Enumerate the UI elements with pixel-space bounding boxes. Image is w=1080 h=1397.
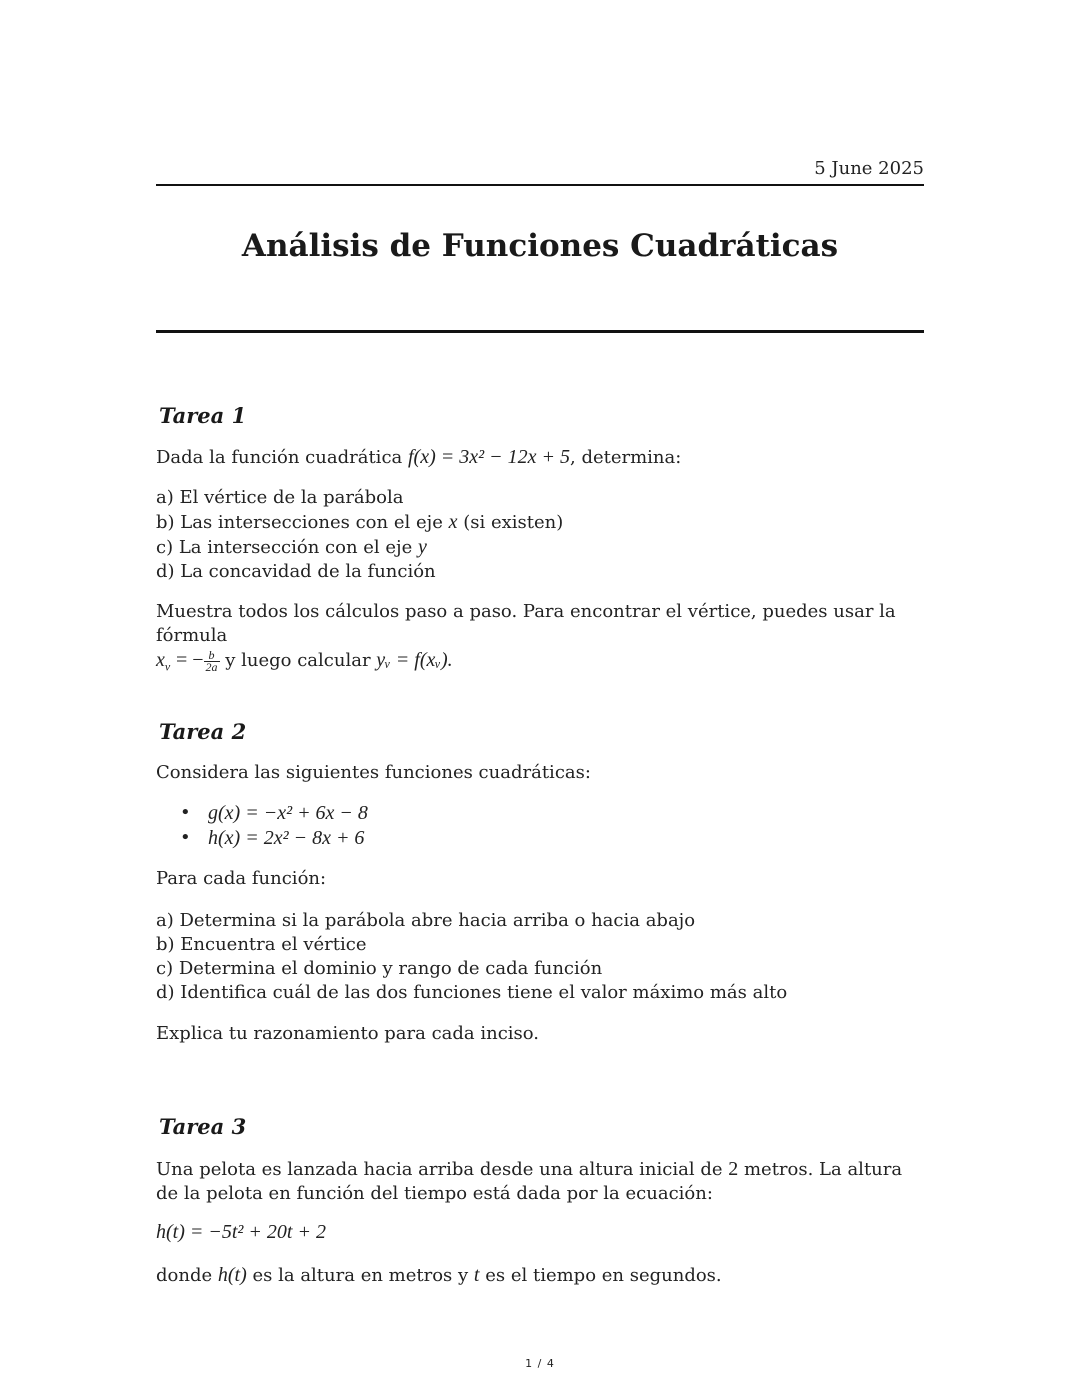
initial-height-value: 2 <box>728 1158 739 1180</box>
vertex-y-formula: yᵥ = f(xᵥ). <box>376 649 453 671</box>
tarea3-paragraph <box>156 1157 924 1206</box>
tarea2-list <box>156 909 924 1005</box>
tarea2-explain: Explica tu razonamiento para cada inciso. <box>156 1023 540 1044</box>
tarea1-intro-end: , determina: <box>570 447 682 468</box>
tarea1-mid-text: y luego calcular <box>225 650 371 671</box>
vertex-fraction <box>204 647 220 674</box>
tarea1-item-c-text: c) La intersección con el eje <box>156 537 413 558</box>
tarea1-intro-text: Dada la función cuadrática <box>156 447 403 468</box>
tarea1-list <box>156 486 924 584</box>
tarea1-formula-line <box>156 648 924 679</box>
tarea1-heading-text: Tarea 1 <box>159 403 247 428</box>
tarea1-item-d: d) La concavidad de la función <box>156 561 436 582</box>
tarea2-heading-text: Tarea 2 <box>159 719 247 744</box>
tarea1-instructions-text: Muestra todos los cálculos paso a paso. Para encontrar el vértice, puedes usar la fórmula <box>156 601 896 646</box>
tarea2-item-c: c) Determina el dominio y rango de cada función <box>156 958 603 979</box>
tarea2-item-d: d) Identifica cuál de las dos funciones tiene el valor máximo más alto <box>156 982 788 1003</box>
tarea2-item-a: a) Determina si la parábola abre hacia arriba o hacia abajo <box>156 910 696 931</box>
where-t: t <box>473 1264 480 1286</box>
fraction-numerator: b <box>204 650 220 662</box>
tarea1-item-b-var: x <box>448 511 458 533</box>
fraction-denominator: 2a <box>205 659 218 674</box>
tarea2-heading <box>156 720 924 746</box>
tarea1-item-b-text: b) Las intersecciones con el eje <box>156 512 443 533</box>
tarea1-item-b-end: (si existen) <box>463 512 564 533</box>
tarea2-item-b: b) Encuentra el vértice <box>156 934 367 955</box>
page-indicator: 1 / 4 <box>525 1357 555 1370</box>
document-title: Análisis de Funciones Cuadráticas <box>241 228 839 264</box>
vertex-formula-lhs: x <box>156 649 165 671</box>
function-g: g(x) = −x² + 6x − 8 <box>208 802 368 824</box>
tarea1-item-c-var: y <box>418 536 427 558</box>
tarea3-where <box>156 1263 924 1288</box>
document-date: 5 June 2025 <box>814 158 924 179</box>
tarea1-heading <box>156 404 924 430</box>
list-item <box>156 801 924 826</box>
bullet-icon: • <box>180 827 191 848</box>
tarea1-item-b <box>156 510 924 535</box>
tarea2-para: Para cada función: <box>156 868 327 889</box>
tarea2-function-list <box>156 801 924 851</box>
title-rule <box>156 330 924 333</box>
where-end: es el tiempo en segundos. <box>485 1265 722 1286</box>
where-text: donde <box>156 1265 213 1286</box>
tarea3-heading <box>156 1115 924 1141</box>
tarea3-text-2: metros. La altura de la pelota en función del tiempo está dada por la ecuación: <box>156 1159 903 1204</box>
where-mid: es la altura en metros y <box>252 1265 469 1286</box>
bullet-icon: • <box>180 802 191 823</box>
tarea3-text-1: Una pelota es lanzada hacia arriba desde una altura inicial de <box>156 1159 723 1180</box>
where-h: h(t) <box>217 1264 247 1286</box>
vertex-formula-sub: v <box>164 659 171 674</box>
tarea3-equation: h(t) = −5t² + 20t + 2 <box>156 1221 326 1243</box>
tarea1-instructions <box>156 600 924 679</box>
list-item <box>156 826 924 851</box>
tarea3-heading-text: Tarea 3 <box>159 1114 247 1139</box>
tarea1-item-c <box>156 535 924 560</box>
tarea2-intro: Considera las siguientes funciones cuadráticas: <box>156 762 591 783</box>
header-rule <box>156 184 924 186</box>
tarea1-intro <box>156 445 924 470</box>
tarea1-function: f(x) = 3x² − 12x + 5 <box>408 446 570 468</box>
function-h: h(x) = 2x² − 8x + 6 <box>208 827 365 849</box>
tarea3-equation-line <box>156 1220 924 1245</box>
vertex-formula-eq: = − <box>175 649 204 671</box>
tarea1-item-a: a) El vértice de la parábola <box>156 487 404 508</box>
